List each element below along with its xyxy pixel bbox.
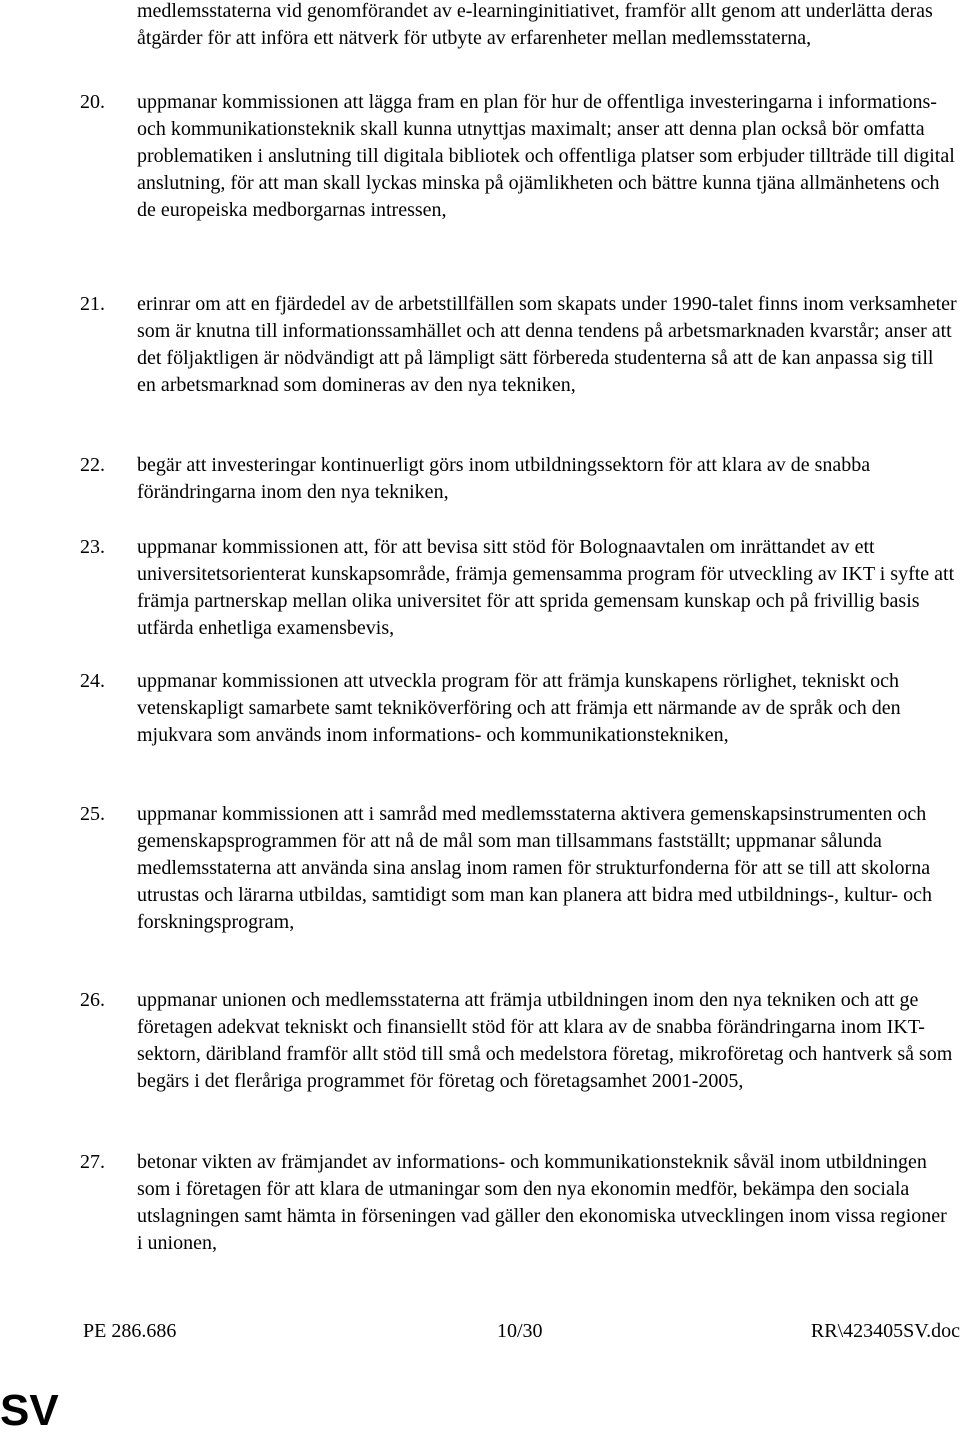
item-text: uppmanar kommissionen att, för att bevisa sitt stöd för Bolognaavtalen om inrättandet av ett universitetsorienterat kunskapsområde, främja gemensamma program för utveckling av IKT i syfte att främja partnerskap mellan olika universitet för att sprida gemensam kunskap och på frivillig basis utfärda enhetliga examensbevis, (137, 536, 955, 639)
footer-document-name: RR\423405SV.doc (810, 1320, 960, 1342)
item-text: begär att investeringar kontinuerligt görs inom utbildningssektorn för att klara av de snabba förändringarna inom den nya tekniken, (137, 454, 871, 503)
item-number: 23. (80, 536, 105, 558)
item-text: uppmanar kommissionen att i samråd med medlemsstaterna aktivera gemenskapsinstrumenten och gemenskapsprogrammen för att nå de mål som man tillsammans fastställt; uppmanar sålunda medlemsstaterna att använda sina anslag inom ramen för strukturfonderna för att se till att skolorna utrustas och lärarna utbildas, samtidigt som man kan planera att bidra med utbildnings-, kultur- och forskningsprogram, (137, 803, 932, 933)
continuation-paragraph: medlemsstaterna vid genomförandet av e-learninginitiativet, framför allt genom att underlätta deras åtgärder för att införa ett nätverk för utbyte av erfarenheter mellan medlemsstaterna, (137, 0, 933, 49)
item-number: 27. (80, 1151, 105, 1173)
item-text: uppmanar kommissionen att lägga fram en plan för hur de offentliga investeringarna i informations- och kommunikationsteknik skall kunna utnyttjas maximalt; anser att denna plan också bör omfatta problematiken i anslutning till digitala bibliotek och offentliga platser som erbjuder tillträde till digital anslutning, för att man skall lyckas minska på ojämlikheten och bättre kunna tjäna allmänhetens och de europeiska medborgarnas intressen, (137, 91, 955, 221)
item-number: 22. (80, 454, 105, 476)
item-number: 26. (80, 989, 105, 1011)
item-text: erinrar om att en fjärdedel av de arbetstillfällen som skapats under 1990-talet finns inom verksamheter som är knutna till informationssamhället och att denna tendens på arbetsmarknaden kvarstår; anser att det följaktligen är nödvändigt att på lämpligt sätt förbereda studenterna så att de kan anpassa sig till en arbetsmarknad som domineras av den nya tekniken, (137, 293, 957, 396)
item-number: 24. (80, 670, 105, 692)
language-code: SV (0, 1386, 59, 1435)
footer-reference: PE 286.686 (83, 1320, 177, 1342)
item-text: betonar vikten av främjandet av informations- och kommunikationsteknik såväl inom utbildningen som i företagen för att klara de utmaningar som den nya ekonomin medför, bekämpa den sociala utslagningen samt hämta in förseningen vad gäller den ekonomiska utvecklingen inom vissa regioner i unionen, (137, 1151, 947, 1254)
page-number: 10/30 (497, 1320, 543, 1342)
item-number: 25. (80, 803, 105, 825)
item-number: 21. (80, 293, 105, 315)
item-text: uppmanar kommissionen att utveckla program för att främja kunskapens rörlighet, tekniskt och vetenskapligt samarbete samt tekniköverföring och att främja ett närmande av de språk och den mjukvara som används inom informations- och kommunikationstekniken, (137, 670, 901, 746)
item-text: uppmanar unionen och medlemsstaterna att främja utbildningen inom den nya tekniken och att ge företagen adekvat tekniskt och finansiellt stöd för att klara av de snabba förändringarna inom IKT-sektorn, däribland framför allt stöd till små och medelstora företag, mikroföretag och hantverk så som begärs i det fleråriga programmet för företag och företagsamhet 2001-2005, (137, 989, 953, 1092)
item-number: 20. (80, 91, 105, 113)
